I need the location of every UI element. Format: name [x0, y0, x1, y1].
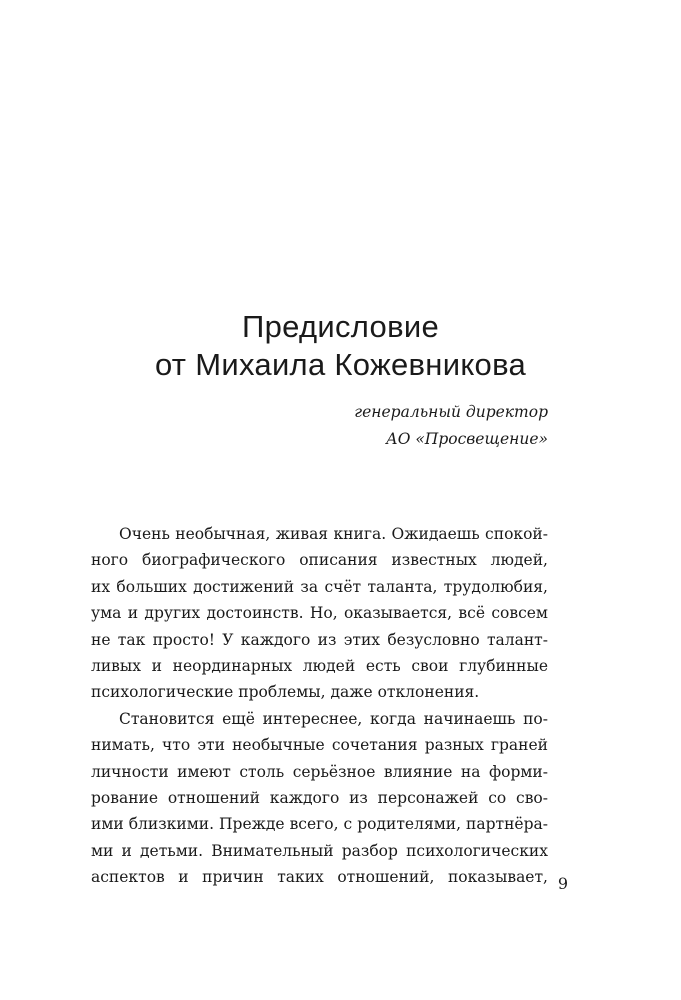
text-line: Очень необычная, живая книга. Ожидаешь спокой- [119, 525, 548, 543]
paragraph-2 [91, 706, 548, 891]
chapter-title-line-2: от Михаила Кожевникова [154, 347, 527, 382]
chapter-title-line-1: Предисловие [242, 309, 439, 344]
author-position [354, 399, 548, 453]
text-line: аспектов и причин таких отношений, показывает, [91, 868, 548, 887]
body-text [91, 521, 548, 891]
text-line: ми и детьми. Внимательный разбор психологических [91, 841, 548, 860]
text-line: не так просто! У каждого из этих безусловно талант- [91, 630, 548, 649]
text-line: ума и других достоинств. Но, оказывается, всё совсем [91, 604, 548, 623]
text-line: рование отношений каждого из персонажей со сво- [91, 789, 548, 808]
chapter-title [0, 308, 681, 384]
text-line: ного биографического описания известных людей, [91, 551, 548, 570]
page-number: 9 [557, 874, 568, 893]
author-position-line-1: генеральный директор [354, 403, 548, 421]
text-line: их больших достижений за счёт таланта, трудолюбия, [91, 577, 548, 596]
author-position-line-2: АО «Просвещение» [385, 430, 548, 448]
paragraph-1 [91, 521, 548, 706]
text-line: личности имеют столь серьёзное влияние на форми- [91, 762, 548, 781]
text-line: ими близкими. Прежде всего, с родителями, партнёра- [91, 815, 548, 834]
text-line: нимать, что эти необычные сочетания разных граней [91, 736, 548, 755]
text-line: психологические проблемы, даже отклонения. [91, 683, 480, 702]
text-line: ливых и неординарных людей есть свои глубинные [91, 657, 548, 676]
text-line: Становится ещё интереснее, когда начинаешь по- [119, 709, 548, 728]
